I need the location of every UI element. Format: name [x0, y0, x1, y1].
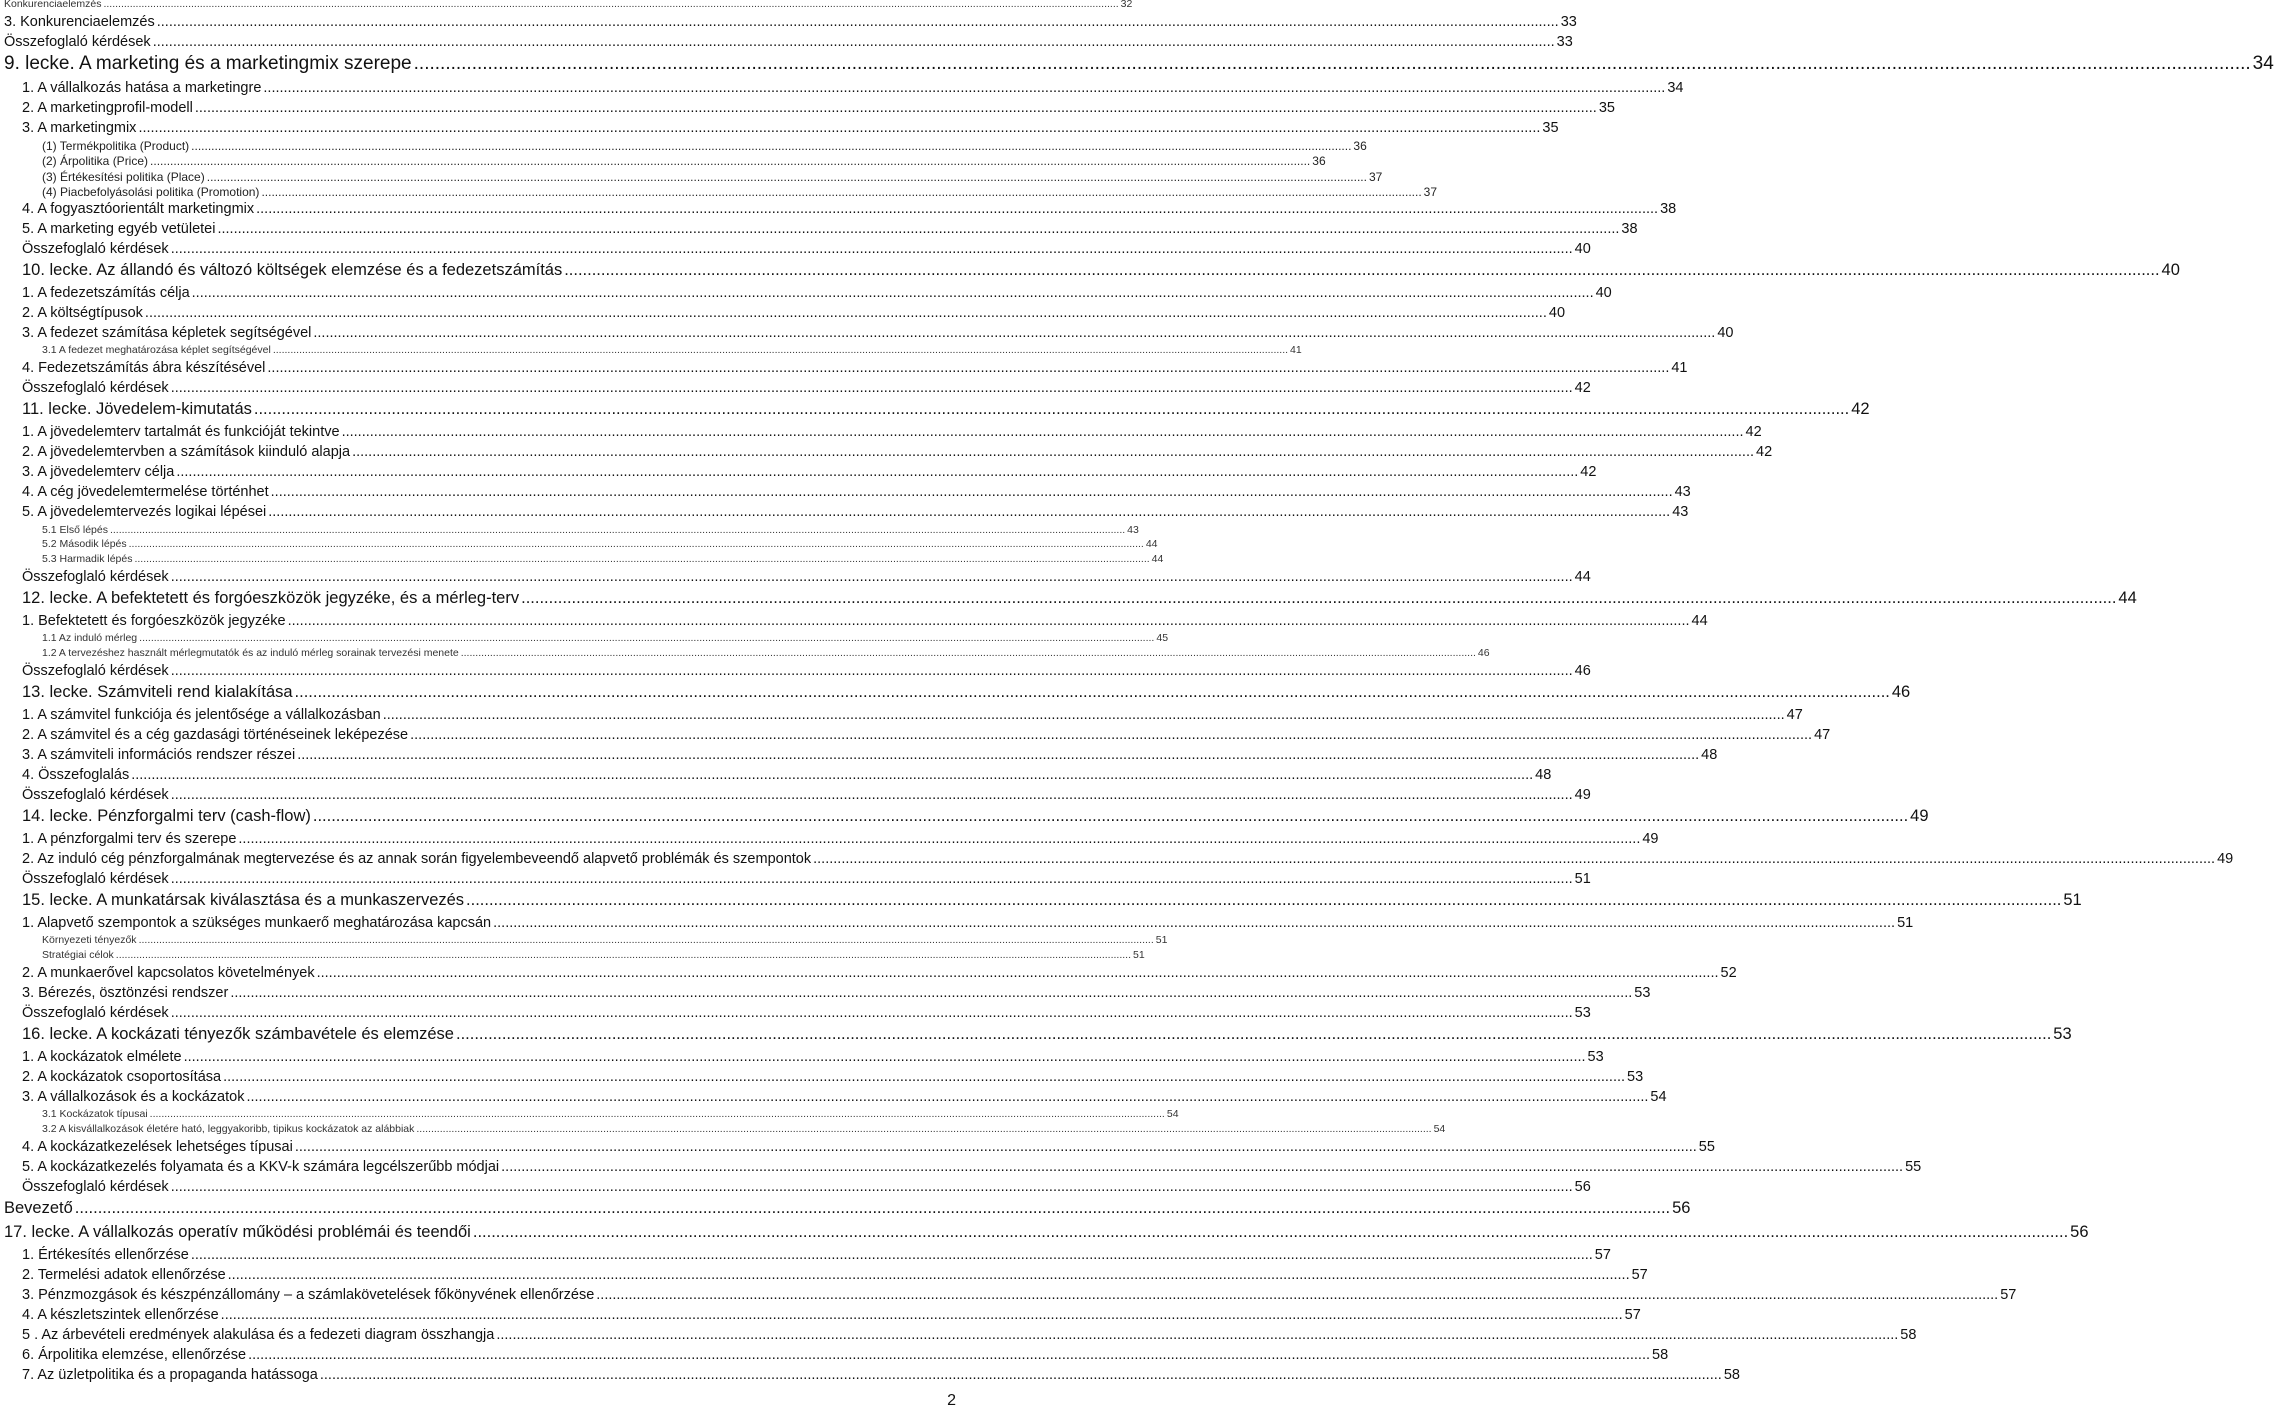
- toc-entry-page: 57: [1594, 1246, 1611, 1263]
- toc-entry-page: 36: [1312, 154, 1326, 169]
- toc-dot-leader: [176, 463, 1578, 481]
- toc-entry[interactable]: [22, 463, 1597, 481]
- toc-entry-page: 58: [1652, 1346, 1669, 1363]
- toc-entry-page: 44: [1691, 613, 1708, 630]
- toc-entry-page: 54: [1433, 1122, 1446, 1135]
- toc-entry-page: 41: [1671, 360, 1688, 377]
- toc-entry[interactable]: [22, 830, 1659, 848]
- toc-entry-page: 37: [1423, 184, 1438, 199]
- toc-dot-leader: [110, 524, 1125, 536]
- toc-entry-title: 3. A vállalkozások és a kockázatok: [22, 1088, 245, 1105]
- toc-entry-title: Összefoglaló kérdések: [22, 241, 169, 258]
- toc-entry-title: Összefoglaló kérdések: [22, 787, 169, 804]
- toc-entry-page: 53: [1587, 1048, 1604, 1065]
- toc-entry-title: Stratégiai célok: [42, 948, 114, 961]
- toc-entry[interactable]: [42, 1122, 1446, 1135]
- toc-entry-page: 49: [1910, 807, 1929, 826]
- toc-entry-page: 53: [1627, 1068, 1644, 1085]
- toc-dot-leader: [131, 766, 1533, 784]
- toc-entry-title: 1. A jövedelemterv tartalmát és funkcióját tekintve: [22, 424, 340, 441]
- toc-entry[interactable]: [42, 553, 1164, 566]
- toc-entry-page: 58: [1723, 1366, 1740, 1383]
- toc-entry[interactable]: [42, 138, 1367, 153]
- toc-dot-leader: [138, 119, 1540, 137]
- toc-entry[interactable]: [22, 746, 1718, 764]
- toc-entry[interactable]: [22, 726, 1831, 744]
- toc-entry-page: 40: [1574, 241, 1591, 258]
- toc-entry-title: 17. lecke. A vállalkozás operatív működési problémái és teendői: [4, 1222, 471, 1241]
- toc-entry[interactable]: [22, 260, 2180, 280]
- toc-entry[interactable]: [22, 1024, 2072, 1044]
- toc-dot-leader: [414, 53, 2251, 75]
- toc-entry-page: 53: [1634, 984, 1651, 1001]
- toc-entry-page: 51: [1897, 914, 1914, 931]
- toc-entry-page: 36: [1353, 138, 1367, 153]
- toc-entry-title: 6. Árpolitika elemzése, ellenőrzése: [22, 1346, 247, 1363]
- toc-dot-leader: [596, 1286, 1998, 1304]
- toc-entry-title: 4. Fedezetszámítás ábra készítésével: [22, 360, 266, 377]
- toc-entry-title: (3) Értékesítési politika (Place): [42, 169, 205, 184]
- toc-entry-page: 42: [1756, 444, 1773, 461]
- toc-entry-page: 42: [1851, 400, 1870, 419]
- toc-entry[interactable]: [42, 1107, 1179, 1120]
- toc-entry-title: 5.1 Első lépés: [42, 523, 108, 536]
- toc-dot-leader: [521, 588, 2116, 608]
- toc-entry-title: 4. A cég jövedelemtermelése történhet: [22, 484, 269, 501]
- toc-dot-leader: [271, 483, 1673, 501]
- toc-entry-page: 57: [2000, 1286, 2017, 1303]
- toc-entry-page: 49: [1574, 787, 1591, 804]
- toc-entry-title: 2. A marketingprofil-modell: [22, 99, 193, 116]
- toc-dot-leader: [493, 914, 1895, 932]
- toc-entry[interactable]: [42, 184, 1438, 199]
- toc-entry-title: 2. Termelési adatok ellenőrzése: [22, 1266, 226, 1283]
- toc-entry[interactable]: [22, 483, 1691, 501]
- toc-dot-leader: [192, 284, 1594, 302]
- toc-entry-title: 1. Befektetett és forgóeszközök jegyzéke: [22, 613, 286, 630]
- toc-entry-page: 53: [2053, 1025, 2072, 1044]
- toc-entry-title: 9. lecke. A marketing és a marketingmix szerepe: [4, 53, 412, 75]
- toc-entry[interactable]: [22, 1178, 1591, 1196]
- toc-entry[interactable]: [4, 13, 1577, 31]
- toc-entry-title: 2. A munkaerővel kapcsolatos követelmények: [22, 964, 315, 981]
- toc-entry-page: 32: [1120, 0, 1133, 10]
- toc-entry-page: 51: [1574, 871, 1591, 888]
- toc-dot-leader: [238, 830, 1640, 848]
- toc-dot-leader: [295, 682, 1890, 702]
- toc-dot-leader: [75, 1198, 1670, 1218]
- toc-entry-page: 40: [1595, 285, 1612, 302]
- toc-dot-leader: [171, 568, 1573, 586]
- toc-entry-title: 2. A költségtípusok: [22, 305, 143, 322]
- toc-entry[interactable]: [22, 220, 1638, 238]
- toc-entry[interactable]: [22, 423, 1762, 441]
- toc-dot-leader: [129, 538, 1144, 550]
- toc-entry-title: 11. lecke. Jövedelem-kimutatás: [22, 400, 252, 419]
- toc-dot-leader: [230, 984, 1632, 1002]
- toc-entry-title: 1. A kockázatok elmélete: [22, 1048, 182, 1065]
- toc-entry-title: 7. Az üzletpolitika és a propaganda hatássoga: [22, 1366, 318, 1383]
- toc-entry[interactable]: [22, 79, 1684, 97]
- toc-entry[interactable]: [22, 503, 1689, 521]
- toc-entry-page: 52: [1720, 964, 1737, 981]
- toc-dot-leader: [501, 1158, 1903, 1176]
- toc-entry[interactable]: [22, 1048, 1604, 1066]
- toc-entry-title: 3.2 A kisvállalkozások életére ható, leggyakoribb, tipikus kockázatok az alábbiak: [42, 1122, 415, 1135]
- toc-entry-title: Környezeti tényezők: [42, 933, 137, 946]
- toc-entry-title: 4. A kockázatkezelések lehetséges típusai: [22, 1138, 293, 1155]
- toc-entry[interactable]: [22, 588, 2137, 608]
- toc-entry-page: 33: [1560, 13, 1577, 30]
- toc-entry-page: 49: [2217, 851, 2234, 868]
- toc-entry[interactable]: [22, 399, 1870, 419]
- toc-dot-leader: [313, 324, 1715, 342]
- toc-entry-title: (1) Termékpolitika (Product): [42, 138, 190, 153]
- toc-entry[interactable]: [42, 647, 1490, 660]
- toc-entry[interactable]: [42, 523, 1139, 536]
- toc-dot-leader: [103, 0, 1118, 10]
- toc-entry[interactable]: [22, 1286, 2017, 1304]
- toc-entry[interactable]: [22, 806, 1929, 826]
- toc-dot-leader: [150, 1108, 1165, 1120]
- toc-entry[interactable]: [42, 933, 1168, 946]
- toc-entry[interactable]: [42, 948, 1145, 961]
- toc-dot-leader: [261, 185, 1421, 199]
- toc-entry-page: 43: [1127, 523, 1139, 536]
- toc-entry-page: 47: [1814, 726, 1831, 743]
- toc-entry-page: 56: [2070, 1222, 2089, 1241]
- toc-entry-title: (4) Piacbefolyásolási politika (Promotion): [42, 184, 260, 199]
- toc-entry-page: 44: [1151, 553, 1164, 566]
- toc-entry-page: 38: [1660, 201, 1677, 218]
- toc-dot-leader: [191, 1246, 1593, 1264]
- toc-entry[interactable]: [22, 1088, 1667, 1106]
- toc-entry-title: (2) Árpolitika (Price): [42, 154, 149, 169]
- toc-entry[interactable]: [22, 890, 2082, 910]
- toc-entry-page: 37: [1368, 169, 1383, 184]
- toc-entry-page: 35: [1598, 99, 1615, 116]
- toc-entry[interactable]: [22, 682, 1911, 702]
- toc-entry-title: 2. A kockázatok csoportosítása: [22, 1068, 222, 1085]
- toc-entry-page: 57: [1631, 1266, 1648, 1283]
- toc-entry-page: 45: [1156, 632, 1169, 645]
- toc-entry-title: 5 . Az árbevételi eredmények alakulása és a fedezeti diagram összhangja: [22, 1326, 495, 1343]
- toc-entry[interactable]: [22, 304, 1566, 322]
- toc-entry[interactable]: [22, 662, 1591, 680]
- toc-entry-page: 44: [1574, 569, 1591, 586]
- toc-entry-title: Összefoglaló kérdések: [22, 1004, 169, 1021]
- toc-dot-leader: [496, 1326, 1898, 1344]
- toc-entry-title: 2. Az induló cég pénzforgalmának megtervezése és az annak során figyelembeveendő alapvető problémák és szempontok: [22, 851, 812, 868]
- toc-entry-page: 42: [1574, 380, 1591, 397]
- toc-entry-title: 3. A fedezet számítása képletek segítségével: [22, 325, 312, 342]
- toc-dot-leader: [191, 139, 1351, 153]
- toc-dot-leader: [134, 553, 1149, 565]
- toc-dot-leader: [248, 1346, 1650, 1364]
- toc-entry[interactable]: [22, 568, 1591, 586]
- toc-entry[interactable]: [22, 284, 1612, 302]
- toc-entry-title: Összefoglaló kérdések: [4, 33, 151, 50]
- toc-entry-title: 4. A készletszintek ellenőrzése: [22, 1306, 219, 1323]
- toc-entry-page: 40: [1717, 325, 1734, 342]
- toc-entry-title: Összefoglaló kérdések: [22, 380, 169, 397]
- toc-entry-page: 44: [1145, 538, 1158, 551]
- toc-entry[interactable]: [4, 1222, 2089, 1242]
- toc-entry[interactable]: [4, 1198, 1691, 1218]
- toc-entry-title: Összefoglaló kérdések: [22, 1178, 169, 1195]
- toc-dot-leader: [195, 99, 1597, 117]
- toc-entry-title: 16. lecke. A kockázati tényezők számbavétele és elemzése: [22, 1025, 454, 1044]
- toc-entry-title: 3. Pénzmozgások és készpénzállomány – a számlakövetelések főkönyvének ellenőrzése: [22, 1286, 595, 1303]
- toc-entry-page: 54: [1650, 1088, 1667, 1105]
- toc-dot-leader: [461, 647, 1476, 659]
- toc-entry-page: 55: [1905, 1158, 1922, 1175]
- toc-dot-leader: [217, 220, 1619, 238]
- toc-entry-title: 3.1 Kockázatok típusai: [42, 1107, 148, 1120]
- toc-dot-leader: [383, 706, 1785, 724]
- toc-entry[interactable]: [22, 1246, 1611, 1264]
- toc-entry-title: 4. Összefoglalás: [22, 767, 130, 784]
- toc-dot-leader: [256, 200, 1658, 218]
- toc-entry-page: 40: [2161, 261, 2180, 280]
- toc-dot-leader: [273, 344, 1288, 356]
- toc-dot-leader: [288, 612, 1690, 630]
- toc-entry[interactable]: [22, 1158, 1922, 1176]
- toc-entry-title: 3. Bérezés, ösztönzési rendszer: [22, 984, 229, 1001]
- toc-entry[interactable]: [22, 612, 1708, 630]
- toc-entry-title: 3. A jövedelemterv célja: [22, 464, 175, 481]
- toc-entry[interactable]: [22, 443, 1773, 461]
- toc-entry-title: 3. Konkurenciaelemzés: [4, 13, 155, 30]
- toc-entry-title: 3.1 A fedezet meghatározása képlet segítségével: [42, 344, 271, 357]
- toc-dot-leader: [139, 632, 1154, 644]
- toc-entry[interactable]: [42, 169, 1383, 184]
- toc-entry[interactable]: [22, 99, 1615, 117]
- toc-dot-leader: [139, 934, 1154, 946]
- toc-entry-page: 48: [1701, 746, 1718, 763]
- toc-entry[interactable]: [22, 850, 2234, 868]
- toc-dot-leader: [246, 1088, 1648, 1106]
- toc-dot-leader: [295, 1138, 1697, 1156]
- toc-entry[interactable]: [22, 324, 1734, 342]
- toc-entry[interactable]: [22, 1004, 1591, 1022]
- toc-dot-leader: [352, 443, 1754, 461]
- toc-dot-leader: [221, 1306, 1623, 1324]
- toc-dot-leader: [813, 850, 2215, 868]
- toc-entry[interactable]: [22, 379, 1591, 397]
- toc-entry-title: 15. lecke. A munkatársak kiválasztása és a munkaszervezés: [22, 891, 465, 910]
- toc-dot-leader: [184, 1048, 1586, 1066]
- toc-entry-page: 49: [1642, 830, 1659, 847]
- toc-dot-leader: [267, 359, 1669, 377]
- toc-entry-title: Konkurenciaelemzés: [4, 0, 102, 10]
- toc-entry[interactable]: [22, 1266, 1648, 1284]
- toc-entry-title: 14. lecke. Pénzforgalmi terv (cash-flow): [22, 807, 311, 826]
- toc-entry[interactable]: [4, 0, 1133, 10]
- toc-entry-title: 3. A marketingmix: [22, 119, 137, 136]
- toc-entry[interactable]: [22, 359, 1688, 377]
- toc-entry[interactable]: [22, 706, 1803, 724]
- toc-entry[interactable]: [22, 766, 1552, 784]
- toc-entry-title: 1. Értékesítés ellenőrzése: [22, 1246, 189, 1263]
- toc-entry-title: 10. lecke. Az állandó és változó költségek elemzése és a fedezetszámítás: [22, 261, 563, 280]
- page-number: 2: [947, 1392, 956, 1409]
- toc-entry-title: 1. Alapvető szempontok a szükséges munkaerő meghatározása kapcsán: [22, 914, 492, 931]
- toc-dot-leader: [223, 1068, 1625, 1086]
- toc-entry-page: 44: [2118, 589, 2137, 608]
- toc-entry-title: 12. lecke. A befektetett és forgóeszközök jegyzéke, és a mérleg-terv: [22, 589, 520, 608]
- toc-dot-leader: [263, 79, 1665, 97]
- toc-entry-page: 47: [1786, 706, 1803, 723]
- toc-dot-leader: [466, 890, 2061, 910]
- toc-entry-page: 41: [1290, 344, 1302, 357]
- toc-dot-leader: [116, 949, 1131, 961]
- toc-entry-page: 34: [2252, 53, 2274, 75]
- toc-dot-leader: [313, 806, 1908, 826]
- toc-entry[interactable]: [4, 53, 2274, 75]
- toc-dot-leader: [416, 1123, 1431, 1135]
- toc-entry[interactable]: [22, 914, 1914, 932]
- toc-entry-title: 5. A marketing egyéb vetületei: [22, 221, 216, 238]
- toc-entry-page: 51: [1133, 948, 1145, 961]
- toc-dot-leader: [320, 1366, 1722, 1384]
- toc-entry-page: 54: [1166, 1107, 1179, 1120]
- toc-entry-title: 5. A jövedelemtervezés logikai lépései: [22, 504, 267, 521]
- toc-entry-page: 43: [1674, 484, 1691, 501]
- toc-entry-page: 46: [1891, 683, 1911, 702]
- toc-entry-title: 1. A számvitel funkciója és jelentősége a vállalkozásban: [22, 706, 381, 723]
- toc-dot-leader: [171, 786, 1573, 804]
- toc-entry[interactable]: [22, 1346, 1669, 1364]
- toc-entry-page: 40: [1548, 305, 1566, 322]
- toc-entry-title: 1. A fedezetszámítás célja: [22, 285, 190, 302]
- toc-entry-page: 57: [1624, 1306, 1641, 1323]
- toc-entry[interactable]: [42, 344, 1302, 357]
- toc-entry[interactable]: [22, 870, 1591, 888]
- toc-entry-page: 51: [1155, 933, 1168, 946]
- toc-entry[interactable]: [22, 1366, 1740, 1384]
- toc-dot-leader: [473, 1222, 2068, 1242]
- toc-entry-title: Összefoglaló kérdések: [22, 569, 169, 586]
- toc-entry-page: 34: [1667, 79, 1684, 96]
- toc-entry-page: 53: [1574, 1004, 1591, 1021]
- toc-dot-leader: [410, 726, 1812, 744]
- toc-entry-page: 48: [1535, 767, 1552, 784]
- toc-entry-title: 1.2 A tervezéshez használt mérlegmutatók és az induló mérleg sorainak tervezési menete: [42, 647, 459, 660]
- toc-dot-leader: [171, 662, 1573, 680]
- toc-entry-title: 3. A számviteli információs rendszer részei: [22, 746, 296, 763]
- toc-dot-leader: [342, 423, 1744, 441]
- toc-dot-leader: [171, 379, 1573, 397]
- toc-entry-page: 42: [1580, 464, 1597, 481]
- toc-entry-title: 2. A számvitel és a cég gazdasági történéseinek leképezése: [22, 726, 409, 743]
- toc-entry-title: 13. lecke. Számviteli rend kialakítása: [22, 683, 293, 702]
- toc-entry-page: 38: [1621, 221, 1638, 238]
- toc-dot-leader: [268, 503, 1670, 521]
- toc-entry-page: 56: [1574, 1178, 1591, 1195]
- toc-entry[interactable]: [22, 786, 1591, 804]
- toc-entry-title: 5.3 Harmadik lépés: [42, 553, 133, 566]
- toc-entry-title: Bevezető: [4, 1199, 73, 1217]
- toc-entry-title: 1. A vállalkozás hatása a marketingre: [22, 79, 262, 96]
- toc-dot-leader: [297, 746, 1699, 764]
- toc-dot-leader: [171, 240, 1573, 258]
- toc-entry-page: 46: [1477, 647, 1490, 660]
- toc-entry-title: 1. A pénzforgalmi terv és szerepe: [22, 830, 237, 847]
- toc-dot-leader: [171, 870, 1573, 888]
- toc-entry-page: 55: [1698, 1138, 1715, 1155]
- toc-entry[interactable]: [22, 200, 1677, 218]
- toc-entry-page: 43: [1672, 504, 1689, 521]
- toc-entry-page: 58: [1900, 1326, 1917, 1343]
- toc-entry[interactable]: [42, 632, 1169, 645]
- toc-dot-leader: [145, 304, 1547, 322]
- toc-entry[interactable]: [22, 1306, 1641, 1324]
- toc-entry-title: 2. A jövedelemtervben a számítások kiinduló alapja: [22, 444, 351, 461]
- toc-entry[interactable]: [22, 964, 1737, 982]
- toc-dot-leader: [228, 1266, 1630, 1284]
- toc-entry[interactable]: [22, 1326, 1917, 1344]
- toc-entry-page: 46: [1574, 663, 1591, 680]
- toc-entry[interactable]: [4, 33, 1573, 51]
- toc-entry-title: 5.2 Második lépés: [42, 538, 127, 551]
- toc-entry-title: Összefoglaló kérdések: [22, 663, 169, 680]
- toc-dot-leader: [456, 1024, 2051, 1044]
- toc-entry[interactable]: [22, 1068, 1644, 1086]
- toc-dot-leader: [150, 154, 1310, 168]
- toc-entry[interactable]: [22, 984, 1651, 1002]
- toc-entry-page: 42: [1745, 424, 1762, 441]
- toc-dot-leader: [317, 964, 1719, 982]
- toc-entry-title: Összefoglaló kérdések: [22, 871, 169, 888]
- toc-entry-page: 51: [2063, 891, 2082, 910]
- toc-entry[interactable]: [22, 1138, 1715, 1156]
- toc-dot-leader: [157, 13, 1559, 31]
- toc-dot-leader: [254, 399, 1849, 419]
- toc-entry-page: 33: [1556, 33, 1573, 50]
- toc-dot-leader: [171, 1004, 1573, 1022]
- toc-entry-title: 4. A fogyasztóorientált marketingmix: [22, 201, 255, 218]
- toc-dot-leader: [564, 260, 2159, 280]
- toc-entry[interactable]: [22, 119, 1559, 137]
- toc-entry[interactable]: [42, 538, 1158, 551]
- toc-entry-title: 1.1 Az induló mérleg: [42, 632, 138, 645]
- toc-dot-leader: [153, 33, 1555, 51]
- toc-dot-leader: [207, 170, 1367, 184]
- toc-entry[interactable]: [22, 240, 1591, 258]
- toc-dot-leader: [171, 1178, 1573, 1196]
- toc-entry-page: 35: [1542, 119, 1559, 136]
- toc-entry[interactable]: [42, 154, 1326, 169]
- toc-entry-title: 5. A kockázatkezelés folyamata és a KKV-k számára legcélszerűbb módjai: [22, 1158, 500, 1175]
- toc-entry-page: 56: [1672, 1199, 1691, 1217]
